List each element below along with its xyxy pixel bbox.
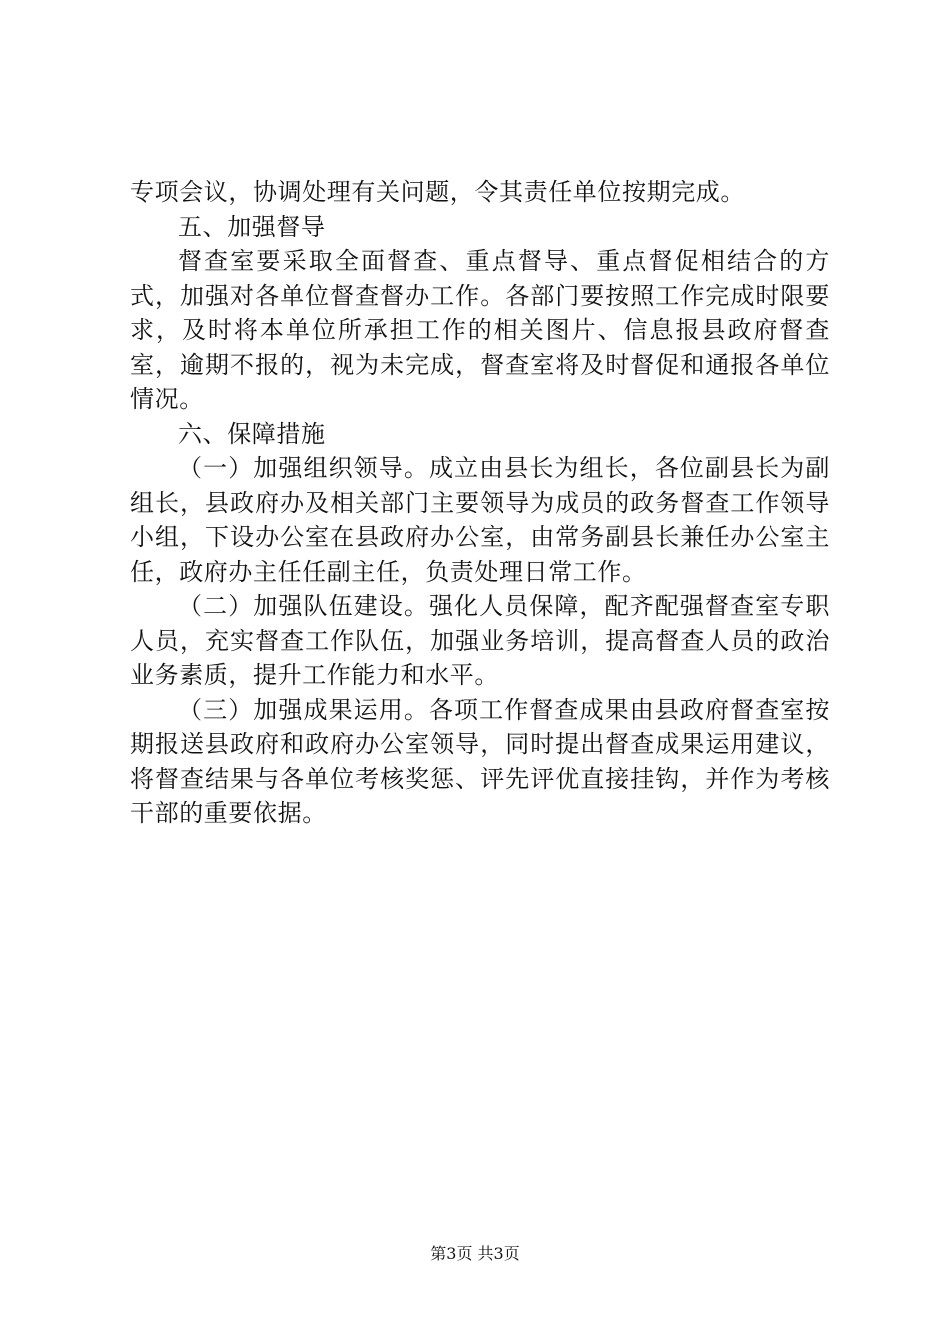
paragraph-organization: （一）加强组织领导。成立由县长为组长，各位副县长为副组长，县政府办及相关部门主要领导为成员的政务督查工作领导小组，下设办公室在县政府办公室，由常务副县长兼任办公室主任，政府办主任任副主任，负责处理日常工作。 [130,454,830,586]
paragraph-continuation: 专项会议，协调处理有关问题，令其责任单位按期完成。 [130,178,745,206]
document-body [130,175,830,831]
paragraph-results-usage: （三）加强成果运用。各项工作督查成果由县政府督查室按期报送县政府和政府办公室领导，同时提出督查成果运用建议，将督查结果与各单位考核奖惩、评先评优直接挂钩，并作为考核干部的重要依据。 [130,695,830,827]
section-heading-6: 六、保障措施 [178,419,326,448]
paragraph-team-building: （二）加强队伍建设。强化人员保障，配齐配强督查室专职人员，充实督查工作队伍，加强业务培训，提高督查人员的政治业务素质，提升工作能力和水平。 [130,592,830,689]
page-number-footer: 第3页 共3页 [430,1244,520,1263]
section-heading-5: 五、加强督导 [178,212,326,241]
paragraph-supervision: 督查室要采取全面督查、重点督导、重点督促相结合的方式，加强对各单位督查督办工作。各部门要按照工作完成时限要求，及时将本单位所承担工作的相关图片、信息报县政府督查室，逾期不报的，视为未完成，督查室将及时督促和通报各单位情况。 [130,247,830,413]
